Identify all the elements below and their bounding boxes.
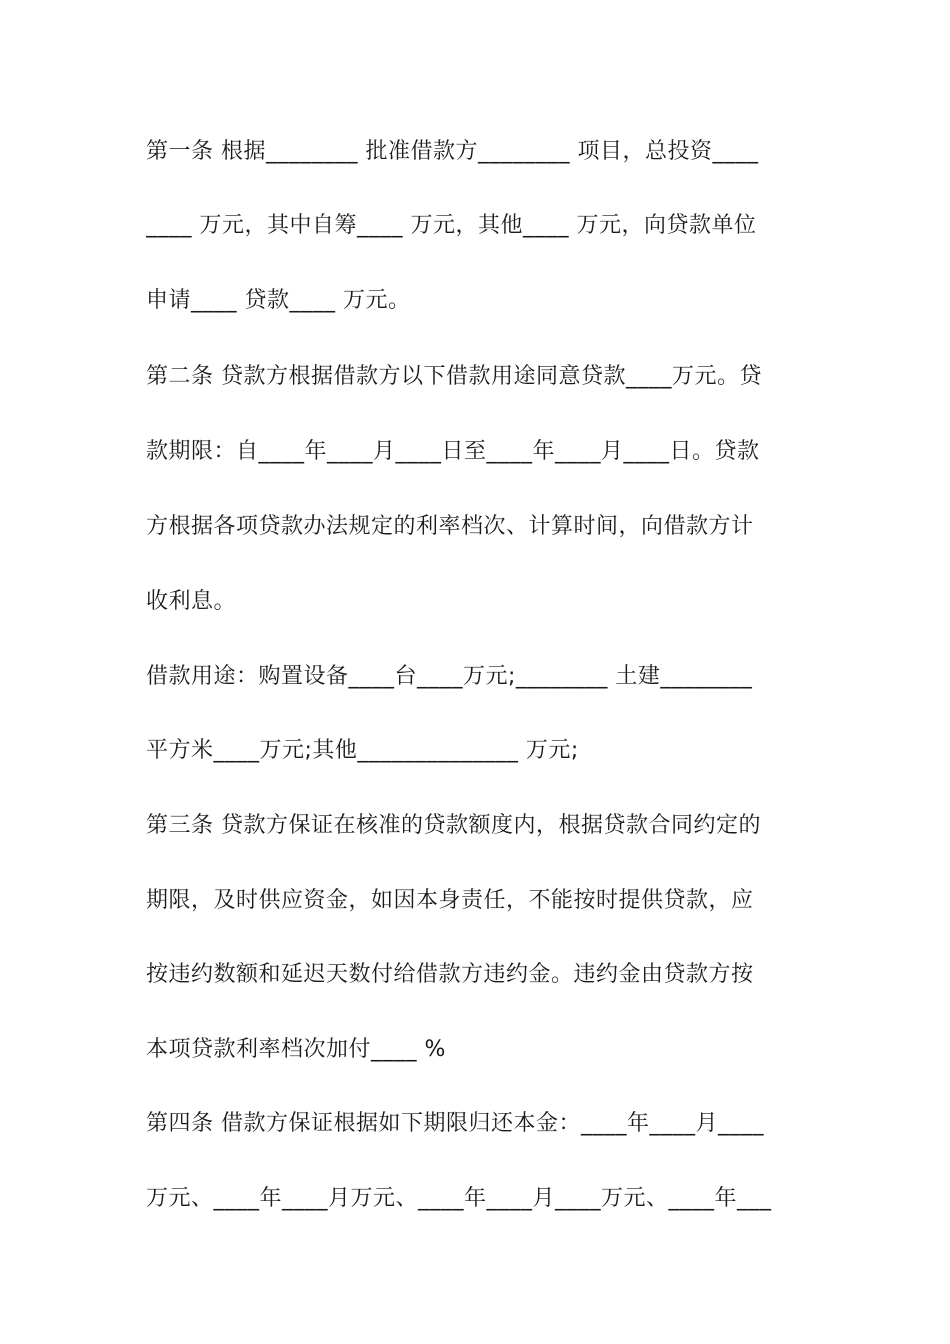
text-line: 第三条 贷款方保证在核准的贷款额度内，根据贷款合同约定的 bbox=[146, 813, 761, 838]
text-line: 万元、____年____月万元、____年____月____万元、____年___ bbox=[146, 1186, 772, 1211]
text-line: 第一条 根据________ 批准借款方________ 项目，总投资____ bbox=[146, 139, 759, 164]
text-line: 本项贷款利率档次加付____ % bbox=[146, 1037, 446, 1062]
text-line: 收利息。 bbox=[146, 589, 237, 614]
text-line: 期限，及时供应资金，如因本身责任，不能按时提供贷款，应 bbox=[146, 888, 754, 913]
text-line: 申请____ 贷款____ 万元。 bbox=[146, 288, 411, 313]
text-line: 第二条 贷款方根据借款方以下借款用途同意贷款____万元。贷 bbox=[146, 364, 762, 389]
text-line: 款期限：自____年____月____日至____年____月____日。贷款 bbox=[146, 439, 760, 464]
text-line: 平方米____万元;其他______________ 万元; bbox=[146, 738, 579, 763]
text-line: 第四条 借款方保证根据如下期限归还本金：____年____月____ bbox=[146, 1111, 764, 1136]
text-line: 方根据各项贷款办法规定的利率档次、计算时间，向借款方计 bbox=[146, 514, 754, 539]
text-line: ____ 万元，其中自筹____ 万元，其他____ 万元，向贷款单位 bbox=[146, 213, 757, 238]
text-line: 借款用途：购置设备____台____万元;________ 土建________ bbox=[146, 664, 753, 689]
text-line: 按违约数额和延迟天数付给借款方违约金。违约金由贷款方按 bbox=[146, 962, 754, 987]
